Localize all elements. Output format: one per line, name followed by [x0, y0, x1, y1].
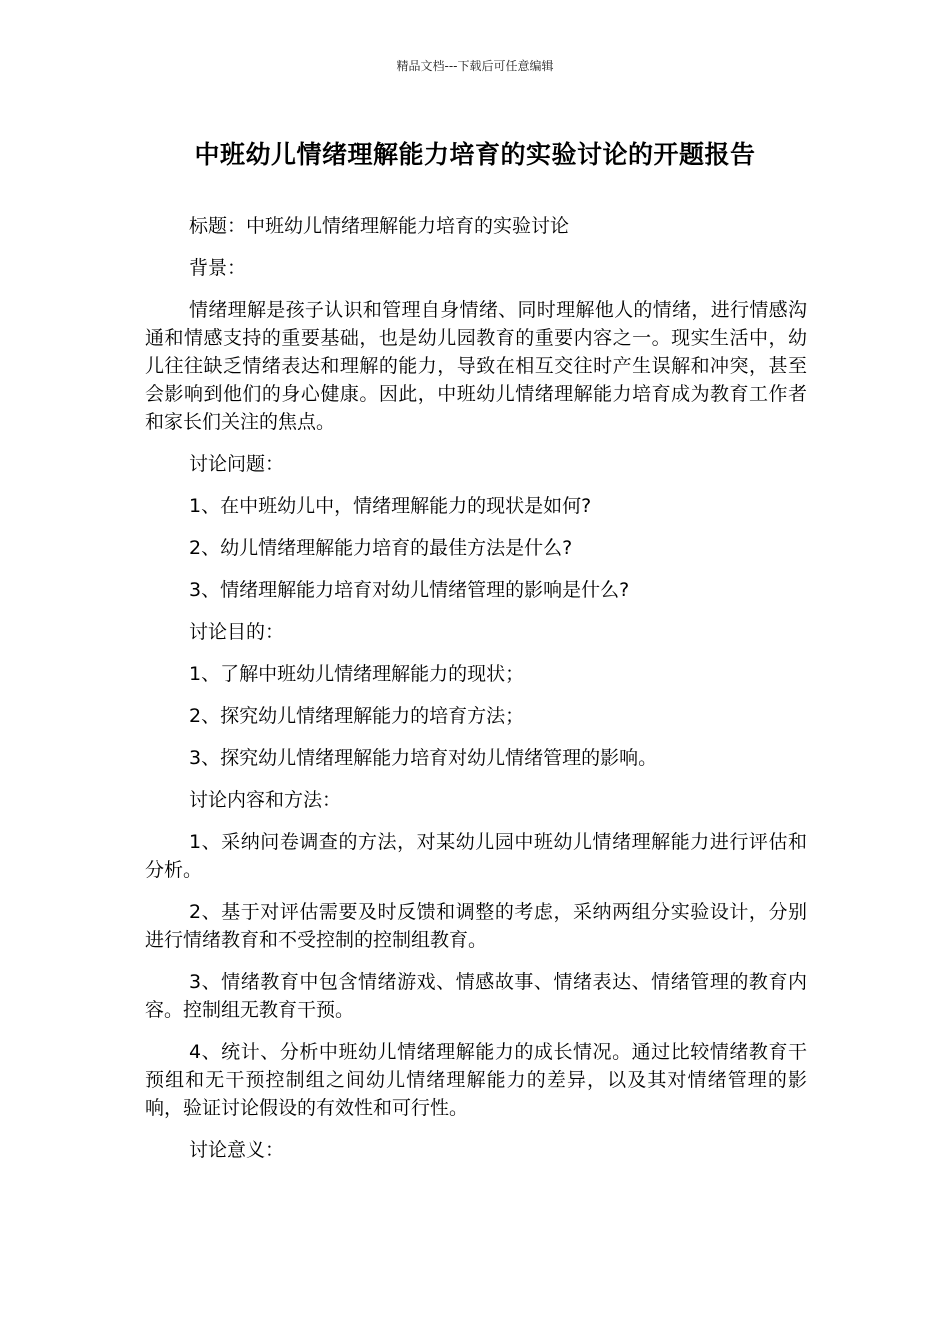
section-heading-questions: 讨论问题： — [189, 453, 285, 475]
objective-item: 2、探究幼儿情绪理解能力的培育方法； — [189, 705, 525, 727]
method-item: 3、情绪教育中包含情绪游戏、情感故事、情绪表达、情绪管理的教育内容。控制组无教育干预。 — [145, 971, 807, 1021]
section-heading-significance: 讨论意义： — [189, 1139, 285, 1161]
objective-item: 1、了解中班幼儿情绪理解能力的现状； — [189, 663, 525, 685]
title-line: 标题：中班幼儿情绪理解能力培育的实验讨论 — [189, 215, 570, 237]
section-heading-objectives: 讨论目的： — [189, 621, 285, 643]
section-heading-background: 背景： — [189, 257, 247, 279]
page-header-note: 精品文档---下载后可任意编辑 — [396, 59, 554, 73]
document-title: 中班幼儿情绪理解能力培育的实验讨论的开题报告 — [194, 140, 756, 169]
question-item: 1、在中班幼儿中，情绪理解能力的现状是如何? — [189, 495, 592, 517]
question-item: 2、幼儿情绪理解能力培育的最佳方法是什么? — [189, 537, 573, 559]
objective-item: 3、探究幼儿情绪理解能力培育对幼儿情绪管理的影响。 — [189, 747, 658, 769]
method-item: 4、统计、分析中班幼儿情绪理解能力的成长情况。通过比较情绪教育干预组和无干预控制组之间幼儿情绪理解能力的差异，以及其对情绪管理的影响，验证讨论假设的有效性和可行性。 — [145, 1041, 807, 1119]
method-item: 1、采纳问卷调查的方法，对某幼儿园中班幼儿情绪理解能力进行评估和分析。 — [145, 831, 807, 881]
section-heading-content-methods: 讨论内容和方法： — [189, 789, 342, 811]
question-item: 3、情绪理解能力培育对幼儿情绪管理的影响是什么? — [189, 579, 630, 601]
method-item: 2、基于对评估需要及时反馈和调整的考虑，采纳两组分实验设计，分别进行情绪教育和不受控制的控制组教育。 — [145, 901, 807, 951]
background-paragraph: 情绪理解是孩子认识和管理自身情绪、同时理解他人的情绪，进行情感沟通和情感支持的重要基础，也是幼儿园教育的重要内容之一。现实生活中，幼儿往往缺乏情绪表达和理解的能力，导致在相互交往时产生误解和冲突，甚至会影响到他们的身心健康。因此，中班幼儿情绪理解能力培育成为教育工作者和家长们关注的焦点。 — [145, 299, 807, 433]
document-body — [145, 212, 807, 1178]
